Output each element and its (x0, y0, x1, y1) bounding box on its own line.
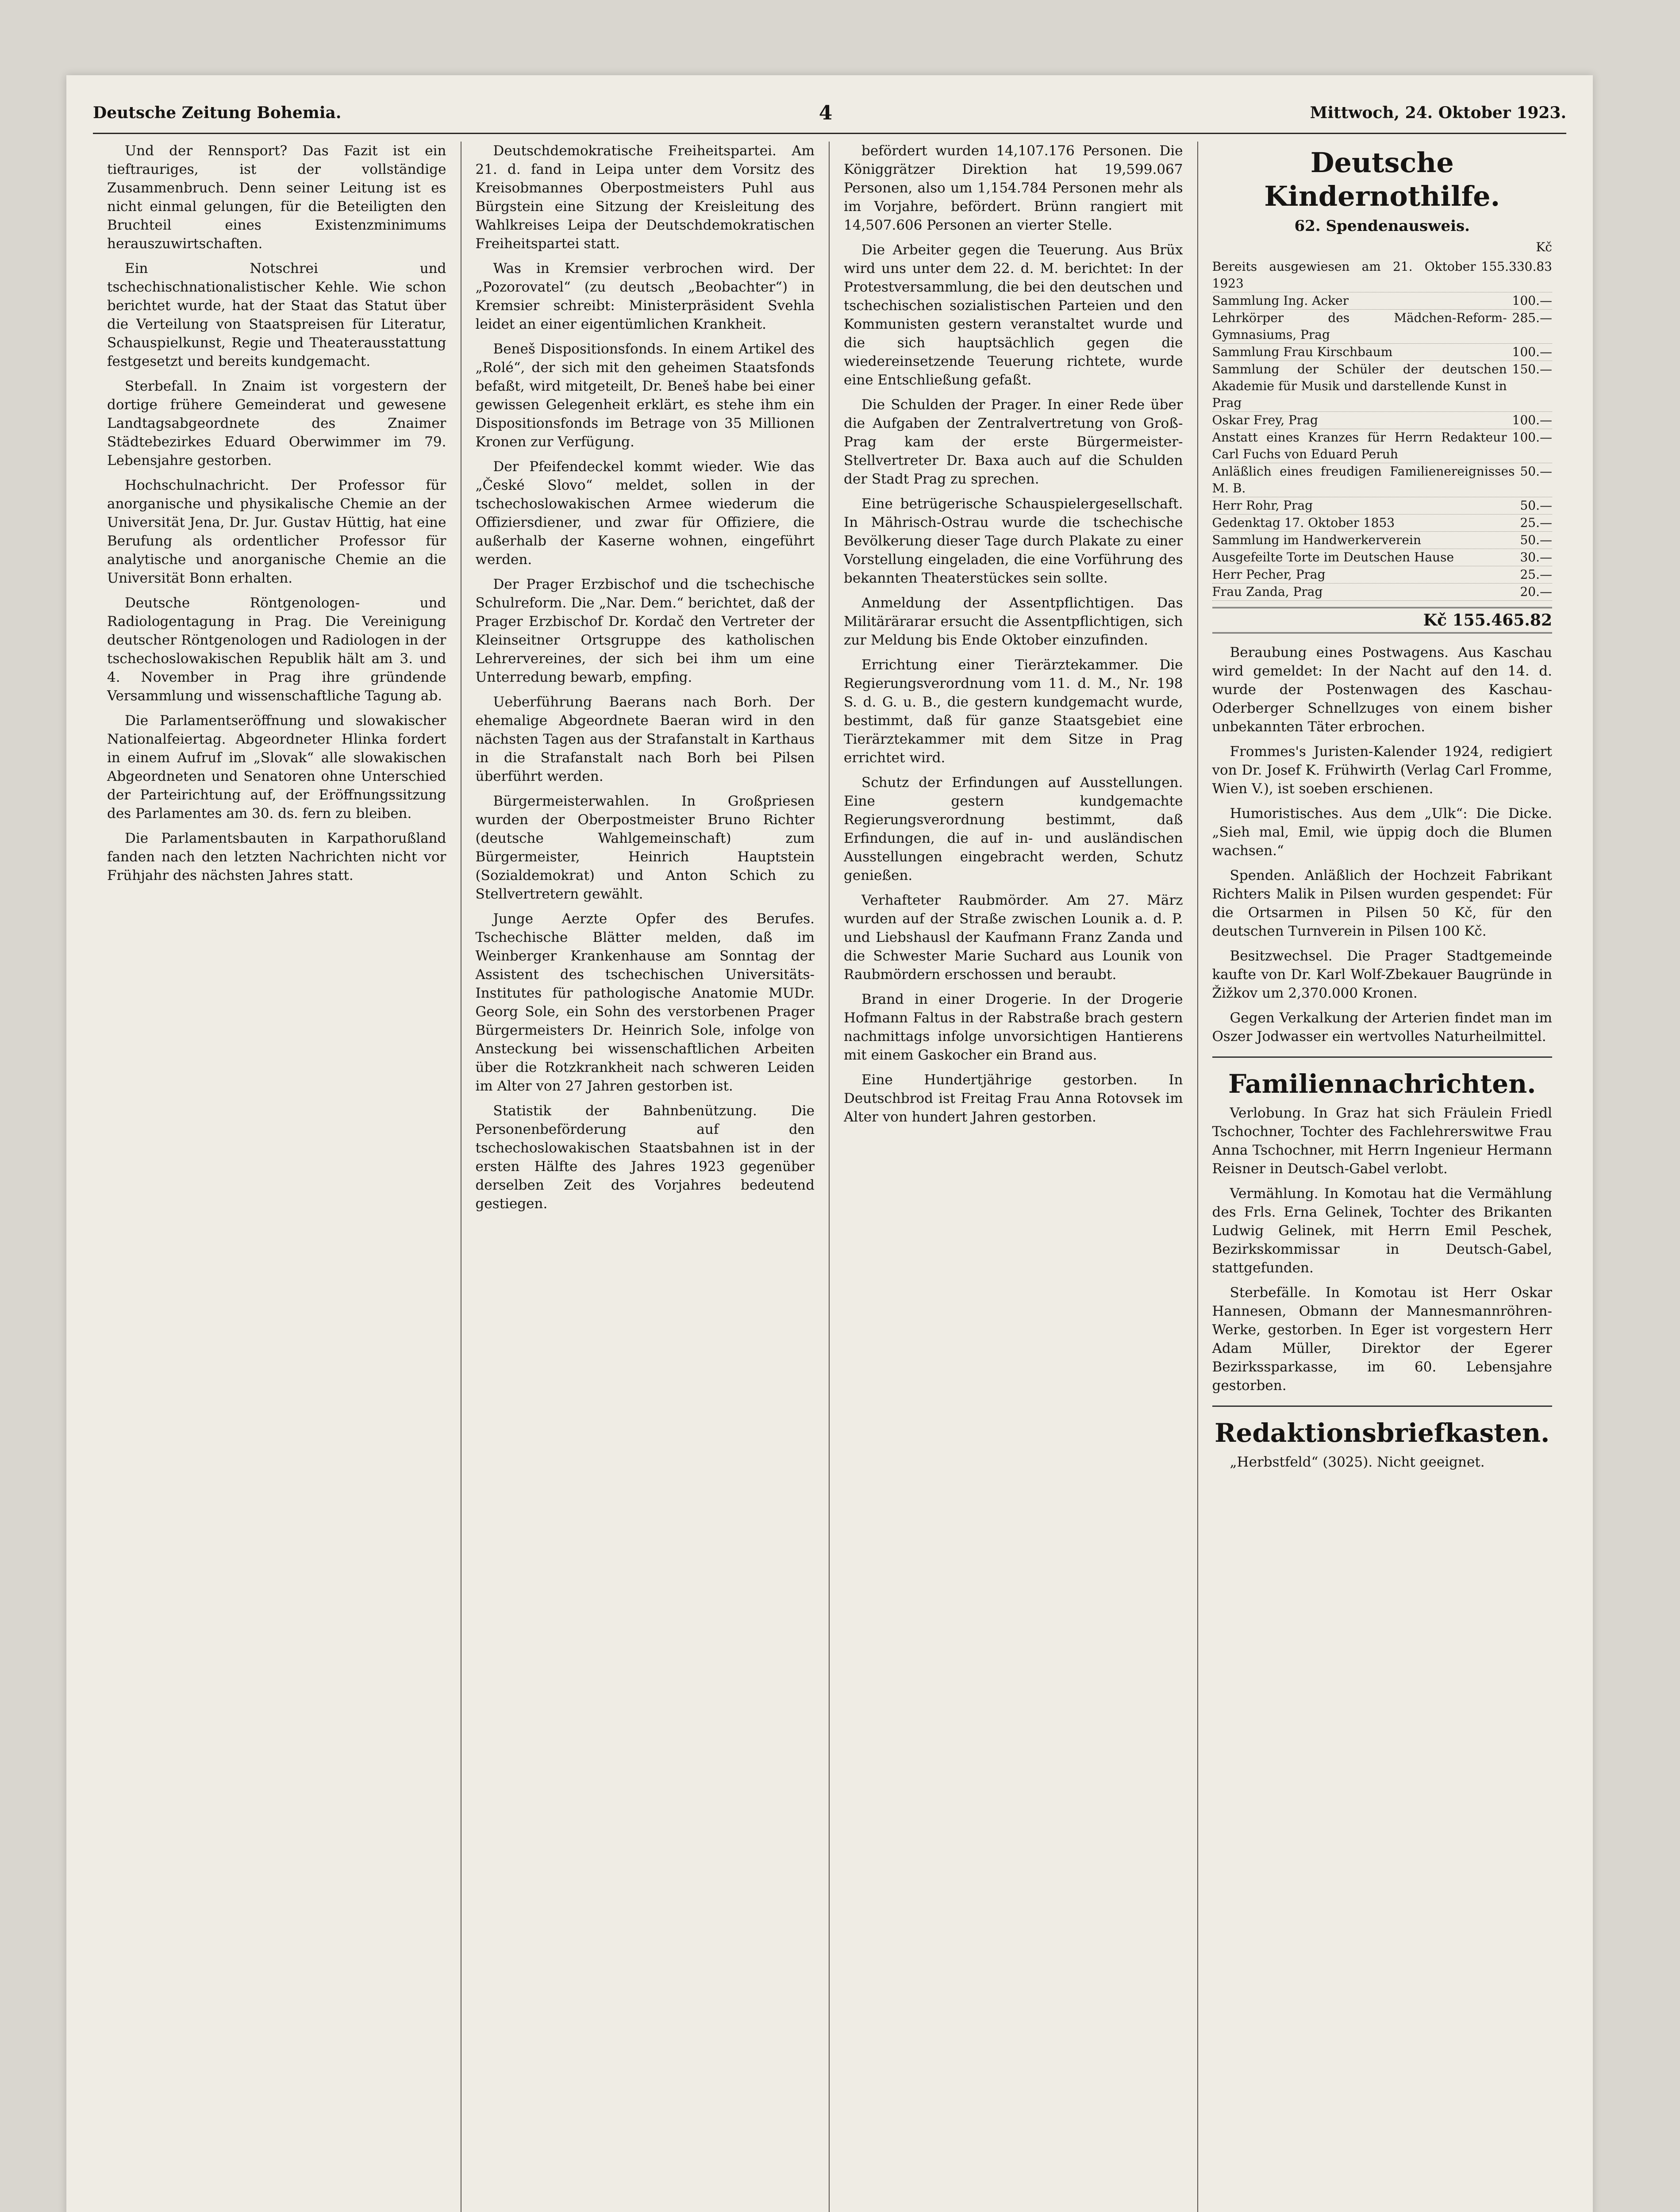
donation-amount: 30.— (1520, 550, 1552, 565)
article: Der Prager Erzbischof und die tschechische Schulreform. Die „Nar. Dem.“ berichtet, daß der Prager Erzbischof Dr. Kordač den Vertreter der Kleinseitner Ortsgruppe des katholischen Lehrervereines, der sich bei ihm um eine Unterredung bewarb, empfing. (475, 576, 815, 685)
article: Junge Aerzte Opfer des Berufes. Tschechische Blätter melden, daß im Weinberger Krankenhause am Sonntag der Assistent des tschechischen Universitäts-Institutes für pathologische Anatomie MUDr. Georg Sole, ein Sohn des verstorbenen Prager Bürgermeisters Dr. Heinrich Sole, infolge von Ansteckung bei wissenschaftlichen Arbeiten über die Rotzkrankheit nach schweren Leiden im Alter von 27 Jahren gestorben ist. (475, 911, 815, 1094)
donation-amount: 50.— (1520, 464, 1552, 479)
currency-unit: Kč (1536, 240, 1552, 254)
article: Deutsche Röntgenologen- und Radiologentagung in Prag. Die Vereinigung deutscher Röntgenologen und Radiologen in der tschechoslowakischen Republik hält am 3. und 4. November in Prag ihre gründende Versammlung und wissenschaftliche Tagung ab. (107, 595, 446, 704)
donation-amount: 50.— (1520, 498, 1552, 513)
article: Die Schulden der Prager. In einer Rede über die Aufgaben der Zentralvertretung von Groß-Prag kam der erste Bürgermeister-Stellvertreter Dr. Baxa auch auf die Schulden der Stadt Prag zu sprechen. (844, 397, 1183, 487)
donation-name: Anstatt eines Kranzes für Herrn Redakteur Carl Fuchs von Eduard Peruh (1212, 430, 1507, 461)
donation-row (1212, 310, 1553, 344)
divider (1212, 1406, 1553, 1407)
article: Deutschdemokratische Freiheitspartei. Am 21. d. fand in Leipa unter dem Vorsitz des Kreisobmannes Oberpostmeisters Puhl aus Bürgstein eine Sitzung der Kreisleitung des Wahlkreises Leipa der Deutschdemokratischen Freiheitspartei statt. (475, 143, 815, 252)
donation-name: Oskar Frey, Prag (1212, 413, 1318, 427)
article: Statistik der Bahnbenützung. Die Personenbeförderung auf den tschechoslowakischen Staatsbahnen ist in der ersten Hälfte des Jahres 1923 gegenüber derselben Zeit des Vorjahres bedeutend gestiegen. (475, 1103, 815, 1212)
column-2 (461, 142, 830, 2212)
article: Brand in einer Drogerie. In der Drogerie Hofmann Faltus in der Rabstraße brach gestern nachmittags infolge unvorsichtigen Hantierens mit einem Gaskocher ein Brand aus. (844, 991, 1183, 1063)
donation-row (1212, 412, 1553, 429)
article: Humoristisches. Aus dem „Ulk“: Die Dicke. „Sieh mal, Emil, wie üppig doch die Blumen wachsen.“ (1212, 806, 1552, 859)
article: Die Parlamentsbauten in Karpathorußland fanden nach den letzten Nachrichten nicht vor Frühjahr des nächsten Jahres statt. (107, 830, 446, 883)
article: Was in Kremsier verbrochen wird. Der „Pozorovatel“ (zu deutsch „Beobachter“) in Kremsier schreibt: Ministerpräsident Svehla leidet an einer eigentümlichen Krankheit. (475, 261, 815, 332)
donation-list (1212, 258, 1553, 601)
donation-row (1212, 549, 1553, 566)
donation-name: Herr Rohr, Prag (1212, 498, 1313, 513)
donation-name: Frau Zanda, Prag (1212, 584, 1323, 599)
kindernothilfe-subtitle: 62. Spendenausweis. (1294, 217, 1470, 235)
page-header (93, 93, 1566, 134)
donation-row (1212, 292, 1553, 310)
donation-name: Lehrkörper des Mädchen-Reform-Gymnasiums, Prag (1212, 311, 1507, 342)
donation-name: Bereits ausgewiesen am 21. Oktober 1923 (1212, 259, 1476, 291)
donation-amount: 100.— (1512, 413, 1552, 427)
donation-amount: 50.— (1520, 533, 1552, 547)
donation-row (1212, 429, 1553, 463)
donation-amount: 155.330.83 (1481, 259, 1552, 274)
article: Spenden. Anläßlich der Hochzeit Fabrikant Richters Malik in Pilsen wurden gespendet: Für die Ortsarmen in Pilsen 50 Kč, für den deutschen Turnverein in Pilsen 100 Kč. (1212, 868, 1552, 939)
donation-amount: 100.— (1512, 345, 1552, 359)
donation-name: Ausgefeilte Torte im Deutschen Hause (1212, 550, 1454, 565)
kindernothilfe-title: Deutsche Kindernothilfe. (1264, 146, 1500, 212)
article: Gegen Verkalkung der Arterien findet man im Oszer Jodwasser ein wertvolles Naturheilmittel. (1212, 1010, 1552, 1045)
article: Bürgermeisterwahlen. In Großpriesen wurden der Oberpostmeister Bruno Richter (deutsche Wahlgemeinschaft) zum Bürgermeister, Heinrich Hauptstein (Sozialdemokrat) und Anton Schich zu Stellvertretern gewählt. (475, 793, 815, 902)
donation-amount: 100.— (1512, 430, 1552, 445)
donation-name: Sammlung Frau Kirschbaum (1212, 345, 1393, 359)
donation-name: Sammlung der Schüler der deutschen Akademie für Musik und darstellende Kunst in Prag (1212, 362, 1507, 410)
donation-name: Sammlung Ing. Acker (1212, 293, 1349, 308)
donation-row (1212, 532, 1553, 549)
article: Verhafteter Raubmörder. Am 27. März wurden auf der Straße zwischen Lounik a. d. P. und Liebshausl der Kaufmann Franz Zanda und die Schwester Marie Suchard aus Lounik von Raubmördern erschossen und beraubt. (844, 892, 1183, 983)
header-page-number: 4 (819, 101, 833, 124)
editorial-mailbox-title: Redaktionsbriefkasten. (1215, 1418, 1550, 1448)
donation-amount: 285.— (1512, 311, 1552, 325)
donation-amount: 25.— (1520, 515, 1552, 530)
newspaper-page (66, 75, 1593, 2212)
article: Schutz der Erfindungen auf Ausstellungen. Eine gestern kundgemachte Regierungsverordnung bestimmt, daß Erfindungen, die auf in- und ausländischen Ausstellungen eingebracht werden, Schutz genießen. (844, 775, 1183, 883)
donation-row (1212, 361, 1553, 412)
donation-row (1212, 566, 1553, 584)
donation-amount: 100.— (1512, 293, 1552, 308)
article: Die Arbeiter gegen die Teuerung. Aus Brüx wird uns unter dem 22. d. M. berichtet: In der Protestversammlung, die bei den deutschen und tschechischen sozialistischen Parteien und den Kommunisten gestern veranstaltet wurde und die sich hauptsächlich gegen die wiedereinsetzende Teuerung richtete, wurde eine Entschließung gefaßt. (844, 242, 1183, 388)
article: Der Pfeifendeckel kommt wieder. Wie das „České Slovo“ meldet, sollen in der tschechoslowakischen Armee wiederum die Offiziersdiener, und zwar für Offiziere, die außerhalb der Kaserne wohnen, eingeführt werden. (475, 459, 815, 568)
donation-name: Sammlung im Handwerkerverein (1212, 533, 1421, 547)
donation-row (1212, 463, 1553, 497)
article: Ein Notschrei und tschechischnationalistischer Kehle. Wie schon berichtet wurde, hat der Staat das Statut über die Verteilung von Staatspreisen für Literatur, Schauspielkunst, Regie und Theaterausstattung festgesetzt und bereits kundgemacht. (107, 261, 446, 369)
family-notice: Sterbefälle. In Komotau ist Herr Oskar Hannesen, Obmann der Mannesmannröhren-Werke, gestorben. In Eger ist vorgestern Herr Adam Müller, Direktor der Egerer Bezirkssparkasse, im 60. Lebensjahre gestorben. (1212, 1285, 1552, 1394)
family-notice: Vermählung. In Komotau hat die Vermählung des Frls. Erna Gelinek, Tochter des Brikanten Ludwig Gelinek, mit Herrn Emil Peschek, Bezirkskommissar in Deutsch-Gabel, stattgefunden. (1212, 1186, 1552, 1276)
article: Beneš Dispositionsfonds. In einem Artikel des „Rolé“, der sich mit den geheimen Staatsfonds befaßt, wird mitgeteilt, Dr. Beneš habe bei einer gewissen Gelegenheit erklärt, es stehe ihm ein Dispositionsfonds im Betrage von 35 Millionen Kronen zur Verfügung. (475, 341, 815, 450)
donation-amount: 25.— (1520, 567, 1552, 582)
column-4 (1198, 142, 1567, 2212)
donation-total: Kč 155.465.82 (1212, 607, 1553, 634)
article: Hochschulnachricht. Der Professor für anorganische und physikalische Chemie an der Universität Jena, Dr. Jur. Gustav Hüttig, hat eine Berufung als ordentlicher Professor für analytische und anorganische Chemie an die Universität Bonn erhalten. (107, 477, 446, 586)
family-news-title: Familiennachrichten. (1228, 1069, 1536, 1099)
header-date: Mittwoch, 24. Oktober 1923. (1310, 104, 1566, 122)
family-notice: Verlobung. In Graz hat sich Fräulein Friedl Tschochner, Tochter des Fachlehrerswitwe Frau Anna Tschochner, mit Herrn Ingenieur Hermann Reisner in Deutsch-Gabel verlobt. (1212, 1105, 1552, 1177)
donation-amount: 20.— (1520, 584, 1552, 599)
donation-row (1212, 258, 1553, 292)
article: Beraubung eines Postwagens. Aus Kaschau wird gemeldet: In der Nacht auf den 14. d. wurde der Postenwagen des Kaschau-Oderberger Schnellzuges von einem bisher unbekannten Täter erbrochen. (1212, 645, 1552, 735)
article: Die Parlamentseröffnung und slowakischer Nationalfeiertag. Abgeordneter Hlinka fordert in einem Aufruf im „Slovak“ alle slowakischen Abgeordneten und Senatoren ohne Unterschied der Parteirichtung auf, der Eröffnungssitzung des Parlamentes am 30. ds. fern zu bleiben. (107, 713, 446, 822)
donation-amount: 150.— (1512, 362, 1552, 376)
donation-row (1212, 515, 1553, 532)
editorial-mailbox-text: „Herbstfeld“ (3025). Nicht geeignet. (1230, 1454, 1485, 1470)
article: Und der Rennsport? Das Fazit ist ein tieftrauriges, ist der vollständige Zusammenbruch. Denn seiner Leitung ist es nicht einmal gelungen, für die Beteiligten den Bruchteil eines Existenzminimums herauszuwirtschaften. (107, 143, 446, 252)
donation-row (1212, 497, 1553, 515)
donation-name: Gedenktag 17. Oktober 1853 (1212, 515, 1395, 530)
donation-name: Anläßlich eines freudigen Familienereignisses M. B. (1212, 464, 1515, 495)
donation-name: Herr Pecher, Prag (1212, 567, 1326, 582)
article: befördert wurden 14,107.176 Personen. Die Königgrätzer Direktion hat 19,599.067 Personen, also um 1,154.784 Personen mehr als im Vorjahre, befördert. Brünn rangiert mit 14,507.606 Personen an vierter Stelle. (844, 143, 1183, 233)
article: Errichtung einer Tierärztekammer. Die Regierungsverordnung vom 11. d. M., Nr. 198 S. d. G. u. B., die gestern kundgemacht wurde, bestimmt, daß für ganze Staatsgebiet eine Tierärztekammer mit dem Sitze in Prag errichtet wird. (844, 657, 1183, 766)
article: Eine Hundertjährige gestorben. In Deutschbrod ist Freitag Frau Anna Rotovsek im Alter von hundert Jahren gestorben. (844, 1072, 1183, 1125)
article: Anmeldung der Assentpflichtigen. Das Militärärarar ersucht die Assentpflichtigen, sich zur Meldung bis Ende Oktober einzufinden. (844, 595, 1183, 648)
article: Frommes's Juristen-Kalender 1924, redigiert von Dr. Josef K. Frühwirth (Verlag Carl Fromme, Wien V.), ist soeben erschienen. (1212, 744, 1552, 797)
columns (93, 142, 1566, 2212)
article: Sterbefall. In Znaim ist vorgestern der dortige frühere Gemeinderat und gewesene Landtagsabgeordnete des Znaimer Städtebezirkes Eduard Oberwimmer im 79. Lebensjahre gestorben. (107, 378, 446, 469)
article: Eine betrügerische Schauspielergesellschaft. In Mährisch-Ostrau wurde die tschechische Bevölkerung dieser Tage durch Plakate zu einer Vorstellung eingeladen, die eine Vorführung des bekannten Theaterstückes sein sollte. (844, 496, 1183, 586)
column-3 (830, 142, 1198, 2212)
donation-row (1212, 584, 1553, 601)
header-paper-name: Deutsche Zeitung Bohemia. (93, 104, 342, 122)
article: Besitzwechsel. Die Prager Stadtgemeinde kaufte von Dr. Karl Wolf-Zbekauer Baugründe in Žižkov um 2,370.000 Kronen. (1212, 948, 1552, 1001)
column-1 (93, 142, 461, 2212)
article: Ueberführung Baerans nach Borh. Der ehemalige Abgeordnete Baeran wird in den nächsten Tagen aus der Strafanstalt in Karthaus in die Strafanstalt nach Borh bei Pilsen überführt werden. (475, 694, 815, 784)
donation-row (1212, 344, 1553, 361)
divider (1212, 1056, 1553, 1058)
